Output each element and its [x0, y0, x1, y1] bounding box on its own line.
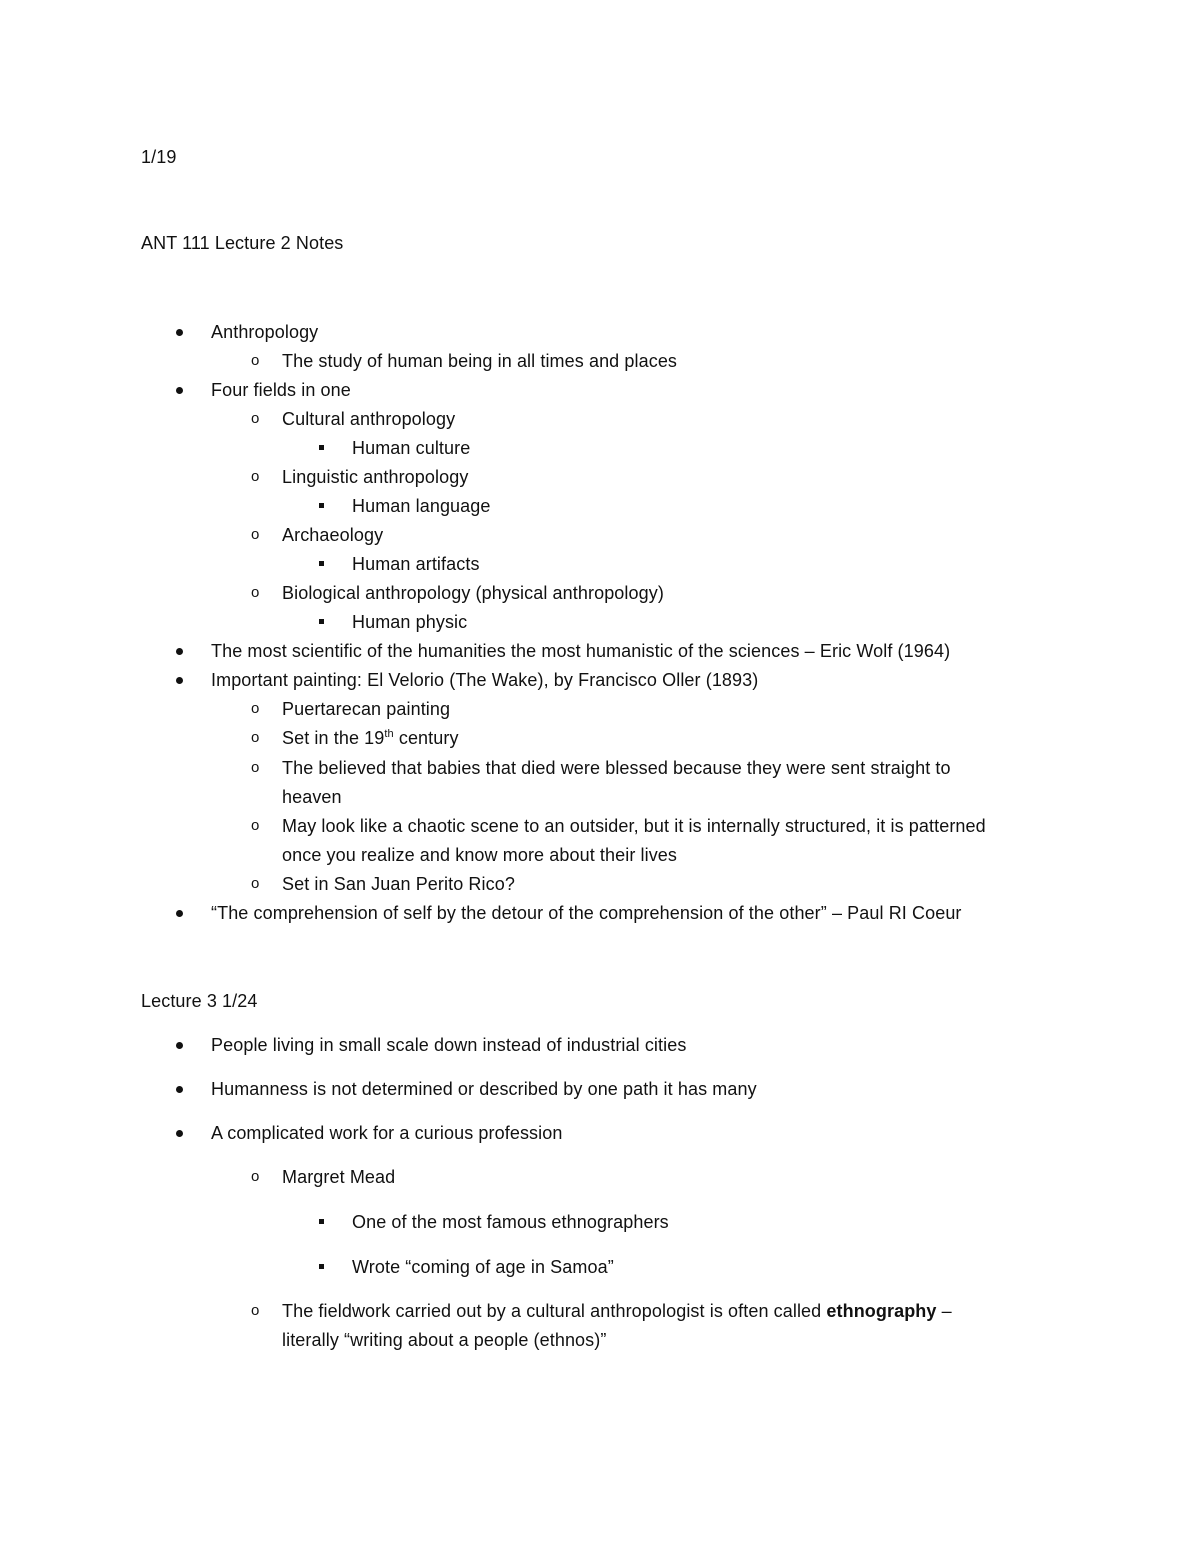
bullet-dot-icon: [176, 648, 183, 655]
list-item: The most scientific of the humanities the most humanistic of the sciences – Eric Wolf (1964): [211, 641, 951, 661]
list-item: The study of human being in all times and places: [282, 351, 678, 371]
list-item-continuation: heaven: [282, 787, 342, 807]
bullet-circle-icon: o: [251, 875, 260, 892]
list-item: People living in small scale down instead of industrial cities: [211, 1035, 687, 1055]
bullet-dot-icon: [176, 1086, 183, 1093]
date-heading: 1/19: [141, 147, 177, 167]
list-item-text: century: [393, 728, 459, 748]
bullet-square-icon: [319, 1264, 324, 1269]
list-item: Important painting: El Velorio (The Wake), by Francisco Oller (1893): [211, 670, 759, 690]
list-item: Wrote “coming of age in Samoa”: [352, 1257, 614, 1277]
bullet-circle-icon: o: [251, 700, 260, 717]
list-item-text: The fieldwork carried out by a cultural anthropologist is often called: [282, 1301, 827, 1321]
list-item: Human physic: [352, 612, 468, 632]
list-item-text: Set in the 19: [282, 728, 385, 748]
bullet-dot-icon: [176, 910, 183, 917]
list-item: The believed that babies that died were blessed because they were sent straight to: [282, 758, 951, 778]
list-item: [282, 1300, 952, 1322]
bullet-circle-icon: o: [251, 817, 260, 834]
list-item: Set in San Juan Perito Rico?: [282, 874, 515, 894]
bullet-dot-icon: [176, 1042, 183, 1049]
list-item: Human culture: [352, 438, 471, 458]
list-item: Biological anthropology (physical anthropology): [282, 583, 664, 603]
bullet-square-icon: [319, 1219, 324, 1224]
page-title: ANT 111 Lecture 2 Notes: [141, 233, 344, 253]
list-item: [282, 727, 459, 749]
bullet-square-icon: [319, 503, 324, 508]
bullet-circle-icon: o: [251, 759, 260, 776]
bullet-circle-icon: o: [251, 1168, 260, 1185]
list-item: Humanness is not determined or described by one path it has many: [211, 1079, 757, 1099]
list-item: May look like a chaotic scene to an outsider, but it is internally structured, it is patterned: [282, 816, 986, 836]
bullet-dot-icon: [176, 677, 183, 684]
bullet-square-icon: [319, 561, 324, 566]
list-item-continuation: literally “writing about a people (ethnos)”: [282, 1330, 607, 1350]
list-item-text: –: [936, 1301, 952, 1321]
list-item: Human artifacts: [352, 554, 480, 574]
bullet-dot-icon: [176, 329, 183, 336]
list-item: “The comprehension of self by the detour of the comprehension of the other” – Paul RI Coeur: [211, 903, 962, 923]
bullet-circle-icon: o: [251, 729, 260, 746]
bullet-circle-icon: o: [251, 468, 260, 485]
list-item: One of the most famous ethnographers: [352, 1212, 669, 1232]
bullet-circle-icon: o: [251, 584, 260, 601]
bullet-square-icon: [319, 619, 324, 624]
list-item-continuation: once you realize and know more about their lives: [282, 845, 678, 865]
list-item: Four fields in one: [211, 380, 351, 400]
list-item: Margret Mead: [282, 1167, 396, 1187]
bold-term: ethnography: [826, 1301, 937, 1321]
list-item: A complicated work for a curious profession: [211, 1123, 563, 1143]
bullet-dot-icon: [176, 1130, 183, 1137]
bullet-circle-icon: o: [251, 410, 260, 427]
list-item: Anthropology: [211, 322, 319, 342]
bullet-circle-icon: o: [251, 1302, 260, 1319]
bullet-circle-icon: o: [251, 352, 260, 369]
list-item: Cultural anthropology: [282, 409, 456, 429]
bullet-dot-icon: [176, 387, 183, 394]
list-item: Linguistic anthropology: [282, 467, 469, 487]
bullet-circle-icon: o: [251, 526, 260, 543]
bullet-square-icon: [319, 445, 324, 450]
list-item: Puertarecan painting: [282, 699, 451, 719]
superscript: th: [384, 728, 394, 740]
list-item: Human language: [352, 496, 491, 516]
list-item: Archaeology: [282, 525, 384, 545]
section-heading: Lecture 3 1/24: [141, 991, 258, 1011]
